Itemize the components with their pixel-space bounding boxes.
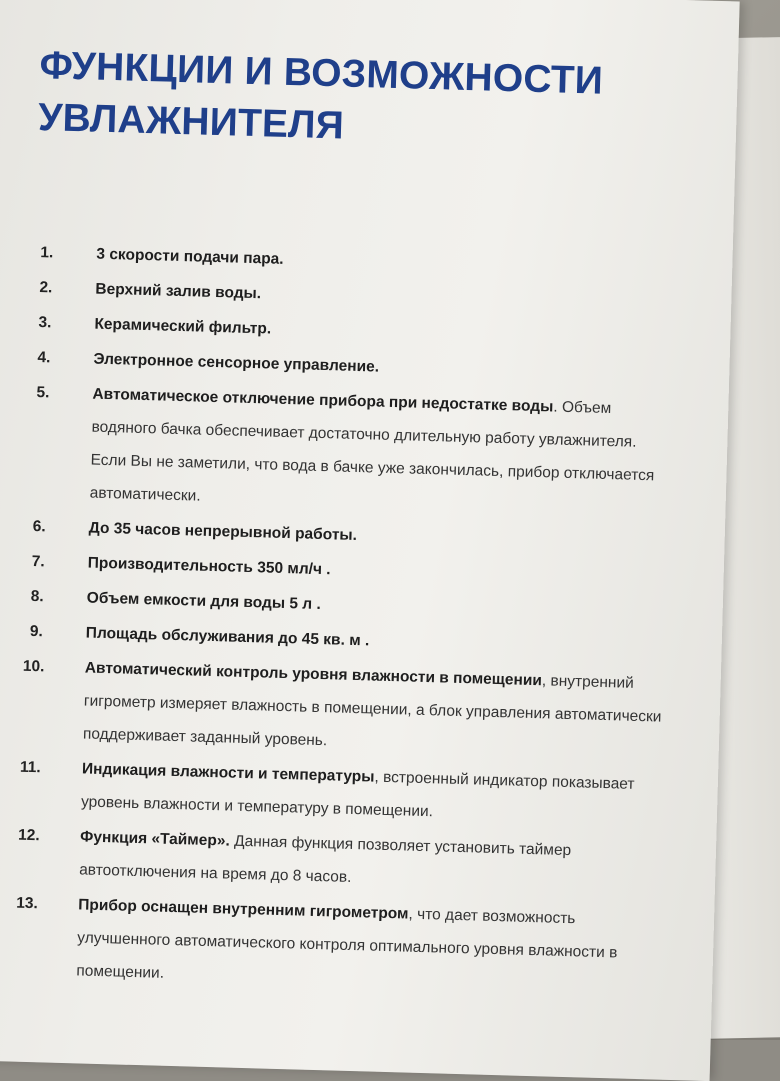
item-description: . Объем водяного бачка обеспечивает достаточно длительную работу увлажнителя. Если Вы не заметили, что вода в бачке уже закончилась, прибор отключается автоматически. bbox=[89, 398, 654, 504]
list-item bbox=[14, 887, 657, 1004]
item-title: Индикация влажности и температуры bbox=[82, 760, 375, 785]
item-number: 2. bbox=[39, 271, 53, 304]
item-number: 8. bbox=[30, 580, 44, 613]
item-description: , встроенный индикатор показывает уровень влажности и температуру в помещении. bbox=[81, 769, 635, 821]
item-title: Автоматический контроль уровня влажности в помещении bbox=[85, 659, 543, 689]
title-line-2: УВЛАЖНИТЕЛЯ bbox=[38, 96, 345, 148]
item-number: 11. bbox=[20, 751, 42, 785]
item-title: Автоматическое отключение прибора при недостатке воды bbox=[92, 386, 553, 416]
item-number: 9. bbox=[29, 615, 43, 648]
item-title: Верхний залив воды. bbox=[95, 281, 261, 303]
item-description: , что дает возможность улучшенного автоматического контроля оптимального уровня влажности в помещении. bbox=[76, 906, 617, 982]
title-line-1: ФУНКЦИИ И ВОЗМОЖНОСТИ bbox=[39, 44, 604, 103]
item-title: Производительность 350 мл/ч . bbox=[88, 555, 331, 579]
item-title: Электронное сенсорное управление. bbox=[93, 351, 379, 376]
item-number: 5. bbox=[36, 376, 50, 409]
feature-list bbox=[14, 236, 675, 1004]
item-number: 13. bbox=[16, 887, 38, 921]
item-number: 6. bbox=[32, 510, 46, 543]
item-title: Функция «Таймер». bbox=[80, 828, 230, 849]
item-title: Объем емкости для воды 5 л . bbox=[87, 590, 321, 614]
item-title: Керамический фильтр. bbox=[94, 316, 271, 338]
list-item bbox=[21, 650, 664, 767]
item-description: Данная функция позволяет установить таймер автоотключения на время до 8 часов. bbox=[79, 833, 571, 886]
item-number: 7. bbox=[31, 545, 45, 578]
item-title: Площадь обслуживания до 45 кв. м . bbox=[86, 624, 370, 649]
item-description: , внутренний гигрометр измеряет влажность в помещении, а блок управления автоматически поддерживает заданный уровень. bbox=[83, 672, 662, 749]
item-number: 4. bbox=[37, 341, 51, 374]
item-number: 10. bbox=[22, 650, 44, 684]
item-title: Прибор оснащен внутренним гигрометром bbox=[78, 896, 409, 922]
item-number: 3. bbox=[38, 306, 52, 339]
item-title: До 35 часов непрерывной работы. bbox=[89, 520, 358, 544]
page-title bbox=[37, 40, 680, 162]
item-number: 1. bbox=[40, 236, 54, 269]
list-item bbox=[27, 376, 670, 526]
page-content bbox=[14, 40, 680, 1006]
item-title: 3 скорости подачи пара. bbox=[96, 246, 284, 268]
item-number: 12. bbox=[18, 819, 40, 853]
